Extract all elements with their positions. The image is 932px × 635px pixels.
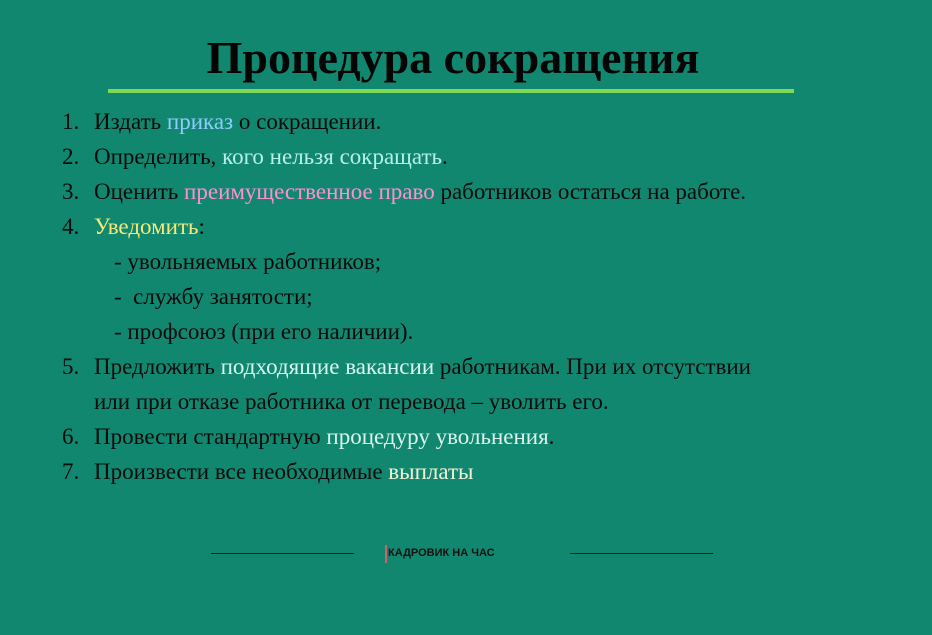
highlight-notify: Уведомить (94, 214, 199, 239)
footer-line-right (570, 553, 713, 554)
list-item-6 (62, 419, 902, 454)
item-number: 3. (62, 179, 80, 204)
item-number: 2. (62, 144, 80, 169)
list-item-1 (62, 104, 902, 139)
highlight-vacancies: подходящие вакансии (220, 354, 435, 379)
item-number: 1. (62, 109, 80, 134)
footer-text[interactable]: КАДРОВИК НА ЧАС (388, 547, 495, 559)
slide-title: Процедура сокращения (206, 32, 700, 83)
list-item-4 (62, 209, 902, 244)
list-item-5-continued: или при отказе работника от перевода – уволить его. (94, 389, 609, 414)
item-number: 6. (62, 424, 80, 449)
sub-item-1: - увольняемых работников; (114, 249, 382, 274)
item-text: Предложить подходящие вакансии работникам. При их отсутствии (94, 354, 751, 379)
list-item-5 (62, 349, 902, 384)
sub-item-2: - службу занятости; (114, 284, 313, 309)
highlight-payments: выплаты (388, 459, 474, 484)
list-item-7 (62, 454, 902, 489)
item-number: 4. (62, 214, 80, 239)
item-text: Издать приказ о сокращении. (94, 109, 382, 134)
list-item-2 (62, 139, 902, 174)
highlight-protected: кого нельзя сокращать (222, 144, 443, 169)
item-text: Оценить преимущественное право работников остаться на работе. (94, 179, 747, 204)
item-text: Определить, кого нельзя сокращать. (94, 144, 448, 169)
highlight-preferential-right: преимущественное право (184, 179, 435, 204)
item-text: Уведомить: (94, 214, 205, 239)
list-item-3 (62, 174, 902, 209)
slide-footer (0, 540, 932, 570)
item-text: Провести стандартную процедуру увольнения. (94, 424, 555, 449)
item-number: 5. (62, 354, 80, 379)
procedure-list (62, 104, 902, 489)
highlight-dismissal-procedure: процедуру увольнения (326, 424, 549, 449)
footer-line-left (211, 553, 354, 554)
text-cursor (385, 545, 387, 563)
title-underline (108, 89, 794, 93)
item-text: Произвести все необходимые выплаты (94, 459, 474, 484)
highlight-order: приказ (166, 109, 234, 134)
sub-item-3: - профсоюз (при его наличии). (114, 319, 414, 344)
item-number: 7. (62, 459, 80, 484)
